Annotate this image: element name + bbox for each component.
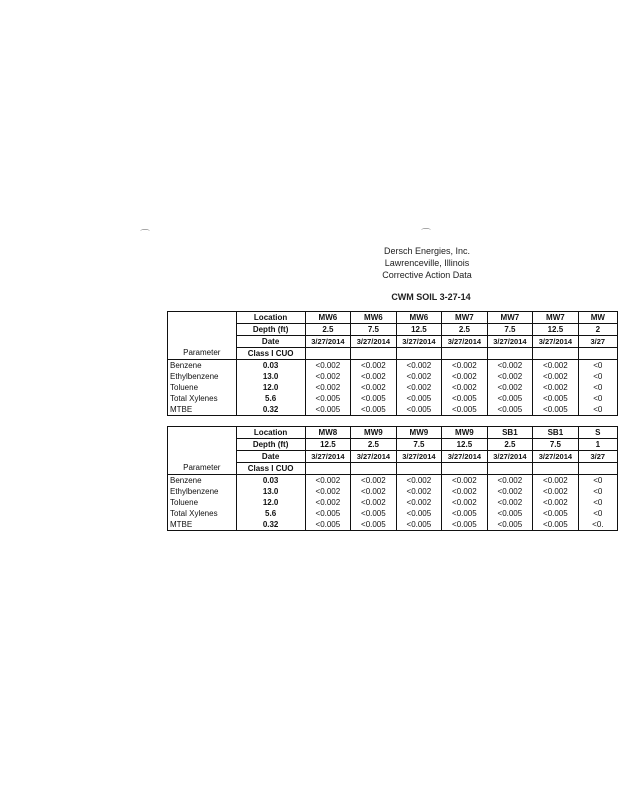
date-cell: 3/27/2014 (533, 336, 579, 348)
blank-class-cell (442, 348, 488, 360)
result-value: <0.002 (305, 497, 351, 508)
result-value: <0.005 (533, 519, 579, 531)
cuo-value: 5.6 (236, 393, 305, 404)
result-value: <0 (578, 371, 617, 382)
location-cell: MW6 (305, 312, 351, 324)
depth-label: Depth (ft) (236, 439, 305, 451)
blank-class-cell (442, 463, 488, 475)
blank-class-cell (305, 463, 351, 475)
result-value: <0.005 (305, 393, 351, 404)
cuo-value: 0.32 (236, 404, 305, 416)
blank-parameter-header (168, 439, 237, 451)
result-value: <0 (578, 486, 617, 497)
parameter-name: Toluene (168, 497, 237, 508)
result-value: <0 (578, 360, 617, 372)
result-value: <0.002 (305, 382, 351, 393)
blank-parameter-header (168, 312, 237, 324)
parameter-name: Total Xylenes (168, 508, 237, 519)
result-value: <0.002 (305, 475, 351, 487)
date-label: Date (236, 451, 305, 463)
result-value: <0.002 (533, 371, 579, 382)
result-value: <0.002 (351, 497, 397, 508)
date-row (168, 336, 618, 348)
depth-label: Depth (ft) (236, 324, 305, 336)
result-value: <0.005 (487, 508, 533, 519)
cuo-value: 0.32 (236, 519, 305, 531)
result-value: <0.002 (442, 371, 488, 382)
depth-cell: 12.5 (442, 439, 488, 451)
date-cell: 3/27/2014 (442, 451, 488, 463)
result-value: <0.002 (533, 475, 579, 487)
parameter-name: Total Xylenes (168, 393, 237, 404)
depth-cell: 12.5 (396, 324, 442, 336)
depth-cell: 12.5 (305, 439, 351, 451)
depth-cell: 7.5 (533, 439, 579, 451)
depth-cell: 7.5 (351, 324, 397, 336)
result-value: <0.005 (396, 404, 442, 416)
company-location: Lawrenceville, Illinois (384, 258, 470, 268)
document-header (375, 245, 479, 281)
result-value: <0.005 (487, 519, 533, 531)
result-value: <0.002 (442, 382, 488, 393)
document-subtitle: Corrective Action Data (382, 270, 472, 280)
depth-cell: 1 (578, 439, 617, 451)
result-value: <0.002 (487, 360, 533, 372)
result-value: <0.005 (351, 393, 397, 404)
blank-class-cell (305, 348, 351, 360)
result-value: <0.002 (396, 475, 442, 487)
depth-cell: 7.5 (487, 324, 533, 336)
location-row (168, 427, 618, 439)
soil-results-table-1 (167, 311, 618, 416)
parameter-name: MTBE (168, 519, 237, 531)
result-value: <0.005 (487, 393, 533, 404)
cuo-value: 0.03 (236, 360, 305, 372)
depth-cell: 2.5 (305, 324, 351, 336)
blank-class-cell (351, 348, 397, 360)
blank-class-cell (487, 348, 533, 360)
result-value: <0.005 (533, 508, 579, 519)
result-value: <0.005 (305, 404, 351, 416)
date-label: Date (236, 336, 305, 348)
blank-class-cell (578, 348, 617, 360)
class-cuo-label: Class I CUO (236, 348, 305, 360)
result-value: <0 (578, 497, 617, 508)
result-value: <0.005 (442, 393, 488, 404)
result-value: <0.002 (487, 486, 533, 497)
date-cell: 3/27 (578, 451, 617, 463)
result-value: <0.005 (396, 393, 442, 404)
result-value: <0.002 (396, 497, 442, 508)
location-cell: MW9 (351, 427, 397, 439)
scan-artifact-center-icon: ⌒ (421, 229, 431, 240)
result-value: <0.005 (442, 404, 488, 416)
parameter-name: Benzene (168, 360, 237, 372)
class-cuo-row (168, 348, 618, 360)
blank-class-cell (487, 463, 533, 475)
date-cell: 3/27/2014 (351, 451, 397, 463)
result-value: <0.002 (305, 360, 351, 372)
blank-class-cell (578, 463, 617, 475)
blank-class-cell (396, 348, 442, 360)
depth-row (168, 439, 618, 451)
result-value: <0.002 (305, 486, 351, 497)
result-value: <0.002 (396, 382, 442, 393)
result-value: <0.002 (396, 360, 442, 372)
soil-table-title: CWM SOIL 3-27-14 (391, 292, 471, 302)
date-cell: 3/27/2014 (487, 336, 533, 348)
result-value: <0.005 (442, 508, 488, 519)
result-value: <0.002 (442, 486, 488, 497)
table-row (168, 497, 618, 508)
date-cell: 3/27/2014 (442, 336, 488, 348)
result-value: <0.005 (351, 508, 397, 519)
result-value: <0.002 (351, 475, 397, 487)
date-cell: 3/27/2014 (305, 336, 351, 348)
location-cell: MW9 (442, 427, 488, 439)
result-value: <0.005 (351, 404, 397, 416)
table-row (168, 382, 618, 393)
date-cell: 3/27/2014 (396, 336, 442, 348)
parameter-name: Ethylbenzene (168, 371, 237, 382)
table-row (168, 371, 618, 382)
company-name: Dersch Energies, Inc. (383, 246, 471, 256)
table-row (168, 360, 618, 372)
blank-class-cell (351, 463, 397, 475)
blank-parameter-header (168, 451, 237, 463)
blank-parameter-header (168, 324, 237, 336)
location-cell: S (578, 427, 617, 439)
result-value: <0.005 (396, 508, 442, 519)
date-row (168, 451, 618, 463)
location-cell: MW7 (533, 312, 579, 324)
parameter-name: MTBE (168, 404, 237, 416)
cuo-value: 5.6 (236, 508, 305, 519)
blank-parameter-header (168, 427, 237, 439)
class-cuo-row (168, 463, 618, 475)
result-value: <0.002 (305, 371, 351, 382)
blank-parameter-header (168, 336, 237, 348)
cuo-value: 12.0 (236, 497, 305, 508)
location-cell: MW7 (487, 312, 533, 324)
scan-artifact-left-icon: ⌒ (140, 230, 150, 241)
result-value: <0.002 (533, 382, 579, 393)
location-cell: SB1 (487, 427, 533, 439)
depth-cell: 7.5 (396, 439, 442, 451)
result-value: <0.005 (533, 404, 579, 416)
depth-cell: 2.5 (351, 439, 397, 451)
result-value: <0.002 (351, 382, 397, 393)
result-value: <0.005 (351, 519, 397, 531)
result-value: <0.005 (487, 404, 533, 416)
parameter-name: Ethylbenzene (168, 486, 237, 497)
depth-cell: 2.5 (442, 324, 488, 336)
result-value: <0 (578, 393, 617, 404)
date-cell: 3/27/2014 (533, 451, 579, 463)
depth-cell: 2.5 (487, 439, 533, 451)
result-value: <0.002 (487, 382, 533, 393)
result-value: <0.002 (533, 486, 579, 497)
table-row (168, 486, 618, 497)
table-row (168, 475, 618, 487)
result-value: <0.002 (533, 360, 579, 372)
table-row (168, 404, 618, 416)
result-value: <0.002 (351, 360, 397, 372)
result-value: <0.002 (442, 475, 488, 487)
date-cell: 3/27/2014 (305, 451, 351, 463)
result-value: <0.002 (487, 371, 533, 382)
soil-results-table-2 (167, 426, 618, 531)
result-value: <0.002 (487, 497, 533, 508)
location-label: Location (236, 427, 305, 439)
result-value: <0.005 (305, 508, 351, 519)
blank-class-cell (533, 348, 579, 360)
result-value: <0.005 (533, 393, 579, 404)
location-cell: SB1 (533, 427, 579, 439)
result-value: <0 (578, 475, 617, 487)
result-value: <0.002 (351, 486, 397, 497)
location-cell: MW (578, 312, 617, 324)
result-value: <0.002 (487, 475, 533, 487)
blank-class-cell (533, 463, 579, 475)
result-value: <0.005 (442, 519, 488, 531)
date-cell: 3/27/2014 (487, 451, 533, 463)
location-label: Location (236, 312, 305, 324)
parameter-name: Benzene (168, 475, 237, 487)
cuo-value: 13.0 (236, 371, 305, 382)
parameter-name: Toluene (168, 382, 237, 393)
location-row (168, 312, 618, 324)
depth-cell: 12.5 (533, 324, 579, 336)
result-value: <0.002 (396, 371, 442, 382)
result-value: <0.005 (305, 519, 351, 531)
class-cuo-label: Class I CUO (236, 463, 305, 475)
result-value: <0. (578, 519, 617, 531)
location-cell: MW7 (442, 312, 488, 324)
result-value: <0.002 (351, 371, 397, 382)
cuo-value: 13.0 (236, 486, 305, 497)
result-value: <0.002 (442, 497, 488, 508)
cuo-value: 12.0 (236, 382, 305, 393)
result-value: <0.002 (533, 497, 579, 508)
result-value: <0 (578, 404, 617, 416)
result-value: <0 (578, 508, 617, 519)
date-cell: 3/27/2014 (396, 451, 442, 463)
result-value: <0 (578, 382, 617, 393)
cuo-value: 0.03 (236, 475, 305, 487)
depth-row (168, 324, 618, 336)
depth-cell: 2 (578, 324, 617, 336)
table-row (168, 519, 618, 531)
blank-class-cell (396, 463, 442, 475)
table-row (168, 393, 618, 404)
table-row (168, 508, 618, 519)
location-cell: MW8 (305, 427, 351, 439)
result-value: <0.002 (442, 360, 488, 372)
location-cell: MW6 (351, 312, 397, 324)
date-cell: 3/27 (578, 336, 617, 348)
location-cell: MW9 (396, 427, 442, 439)
result-value: <0.005 (396, 519, 442, 531)
parameter-label: Parameter (168, 463, 237, 475)
result-value: <0.002 (396, 486, 442, 497)
parameter-label: Parameter (168, 348, 237, 360)
location-cell: MW6 (396, 312, 442, 324)
date-cell: 3/27/2014 (351, 336, 397, 348)
